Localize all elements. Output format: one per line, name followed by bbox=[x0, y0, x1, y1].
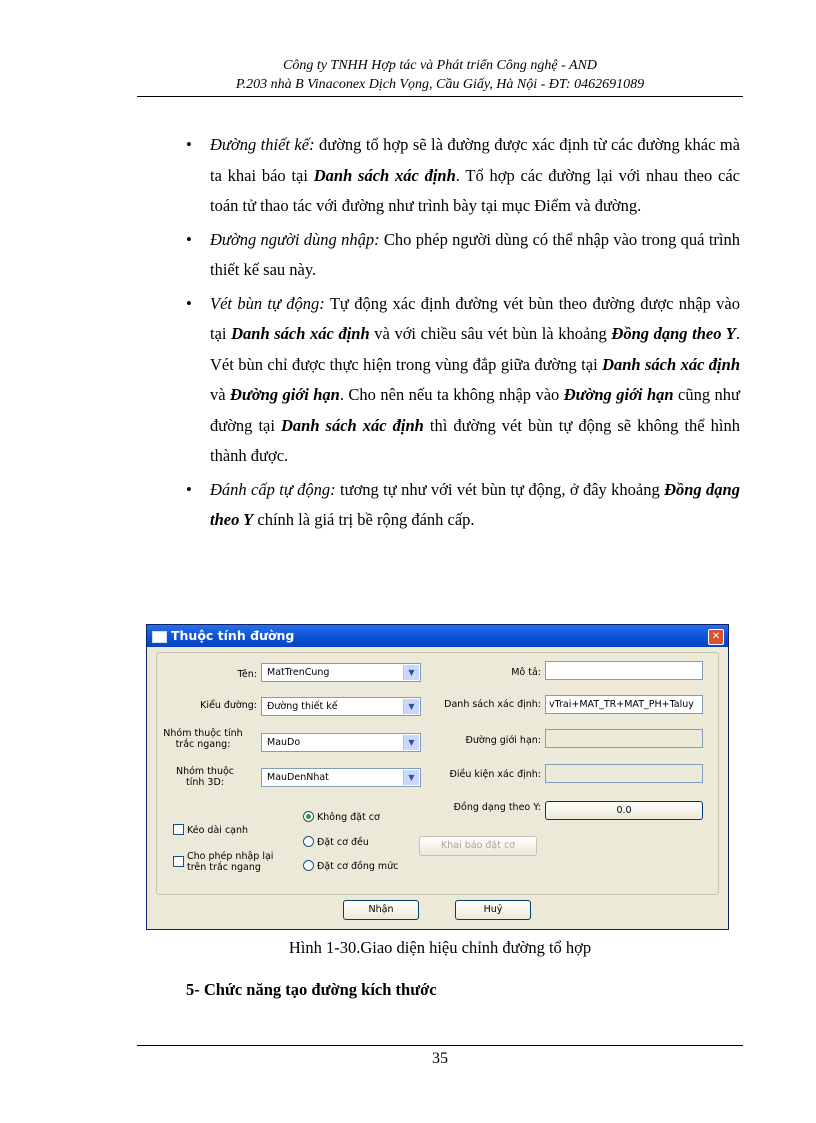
header-address: P.203 nhà B Vinaconex Dịch Vọng, Cầu Giấy, Hà Nội - ĐT: 0462691089 bbox=[235, 77, 645, 92]
section-heading: 5- Chức năng tạo đường kích thước bbox=[186, 980, 437, 999]
label-dong-dang: Đồng dạng theo Y: bbox=[453, 802, 541, 813]
no-berm-label: Không đặt cơ bbox=[317, 812, 380, 823]
bullet-dot: • bbox=[186, 229, 192, 249]
bullet-dot: • bbox=[186, 135, 192, 154]
contour-berm-label: Đặt cơ đồng mức bbox=[317, 861, 399, 872]
body-text: đường tổ hợp sẽ là đường được xác định từ các đường khác mà ta khai báo tại bbox=[210, 135, 740, 185]
header-rule bbox=[137, 96, 743, 97]
chevron-down-icon[interactable]: ▼ bbox=[403, 665, 419, 680]
allow-reenter-checkbox[interactable] bbox=[173, 856, 184, 867]
emphasis-text: Đồng dạng theo Y bbox=[210, 479, 740, 529]
description-input[interactable] bbox=[545, 661, 703, 680]
emphasis-text: Đường giới hạn bbox=[230, 385, 340, 404]
line-type-combo-value: Đường thiết kế bbox=[267, 701, 338, 712]
even-berm-radio[interactable] bbox=[303, 836, 314, 847]
bullet-dot: • bbox=[186, 479, 192, 499]
group-3d-combo[interactable] bbox=[261, 768, 421, 787]
body-text: thì đường vét bùn tự động sẽ không thể hình thành được. bbox=[210, 415, 740, 465]
label-mo-ta: Mô tả: bbox=[511, 667, 541, 678]
extend-edge-checkbox[interactable] bbox=[173, 824, 184, 835]
dialog-title: Thuộc tính đường bbox=[171, 628, 295, 643]
body-text: cũng như đường tại bbox=[210, 385, 740, 435]
chevron-down-icon[interactable]: ▼ bbox=[403, 770, 419, 785]
body-text: . Tổ hợp các đường lại với nhau theo các toán tử thao tác với đường như trình bày tại mục Điểm và đường. bbox=[210, 165, 740, 215]
bullet-term: Đường thiết kế: bbox=[210, 135, 315, 154]
body-text: Tự động xác định đường vét bùn theo đường được nhập vào tại bbox=[210, 293, 740, 343]
bullet-item bbox=[186, 289, 740, 472]
emphasis-text: Đường giới hạn bbox=[563, 385, 674, 404]
emphasis-text: Danh sách xác định bbox=[602, 354, 740, 374]
label-danh-sach: Danh sách xác định: bbox=[444, 699, 541, 710]
footer-rule bbox=[137, 1045, 743, 1046]
bullet-item bbox=[186, 475, 740, 536]
window-icon bbox=[152, 631, 167, 643]
body-text: chính là giá trị bề rộng đánh cấp. bbox=[253, 510, 475, 529]
bullet-term: Đánh cấp tự động: bbox=[210, 479, 336, 499]
figure-caption: Hình 1-30.Giao diện hiệu chỉnh đường tổ hợp bbox=[288, 938, 592, 957]
emphasis-text: Danh sách xác định bbox=[231, 324, 370, 343]
label-nhom-trac-ngang: Nhóm thuộc tính trắc ngang: bbox=[163, 728, 243, 750]
cross-section-group-value: MauDo bbox=[267, 737, 301, 748]
bullet-term: Đường người dùng nhập: bbox=[210, 229, 380, 249]
cross-section-group-combo[interactable] bbox=[261, 733, 421, 752]
properties-dialog bbox=[146, 624, 729, 930]
header-company: Công ty TNHH Hợp tác và Phát triển Công nghệ - AND bbox=[282, 58, 598, 73]
body-text: . Cho nên nếu ta không nhập vào bbox=[339, 385, 564, 404]
even-berm-label: Đặt cơ đều bbox=[317, 837, 369, 848]
chevron-down-icon[interactable]: ▼ bbox=[403, 699, 419, 714]
ok-button[interactable]: Nhận bbox=[343, 900, 419, 920]
name-combo-value: MatTrenCung bbox=[267, 667, 330, 678]
limit-line-input[interactable] bbox=[545, 729, 703, 748]
body-text: . Vét bùn chỉ được thực hiện trong vùng đắp giữa đường tại bbox=[210, 324, 740, 374]
close-icon[interactable]: ✕ bbox=[708, 629, 724, 645]
label-kieu-duong: Kiểu đường: bbox=[200, 700, 257, 711]
cancel-button[interactable]: Huỷ bbox=[455, 900, 531, 920]
contour-berm-radio[interactable] bbox=[303, 860, 314, 871]
label-ten: Tên: bbox=[237, 669, 257, 680]
declare-berm-button[interactable]: Khai báo đặt cơ bbox=[419, 836, 537, 856]
condition-input[interactable] bbox=[545, 764, 703, 783]
bullet-dot: • bbox=[186, 293, 192, 313]
no-berm-radio[interactable] bbox=[303, 811, 314, 822]
body-text: tương tự như với vét bùn tự động, ở đây khoảng bbox=[335, 479, 665, 499]
bullet-term: Vét bùn tự động: bbox=[210, 293, 325, 313]
group-3d-value: MauDenNhat bbox=[267, 772, 329, 783]
label-dieu-kien: Điều kiện xác định: bbox=[449, 769, 541, 780]
chevron-down-icon[interactable]: ▼ bbox=[403, 735, 419, 750]
dialog-titlebar bbox=[147, 625, 728, 647]
line-type-combo[interactable] bbox=[261, 697, 421, 716]
body-text: và bbox=[210, 385, 231, 404]
emphasis-text: Danh sách xác định bbox=[313, 165, 456, 185]
body-text: và với chiều sâu vét bùn là khoảng bbox=[369, 324, 612, 343]
name-combo[interactable] bbox=[261, 663, 421, 682]
body-text: Cho phép người dùng có thể nhập vào trong quá trình thiết kế sau này. bbox=[210, 229, 740, 279]
emphasis-text: Đồng dạng theo Y bbox=[611, 324, 736, 343]
extend-edge-label: Kéo dài cạnh bbox=[187, 825, 249, 836]
page-number: 35 bbox=[432, 1050, 448, 1067]
bullet-item bbox=[186, 130, 740, 222]
allow-reenter-label: Cho phép nhập lại trên trắc ngang bbox=[187, 851, 274, 873]
similarity-y-input[interactable]: 0.0 bbox=[545, 801, 703, 820]
bullet-item bbox=[186, 225, 740, 286]
page-header bbox=[137, 56, 743, 94]
label-nhom-3d: Nhóm thuộc tính 3D: bbox=[175, 766, 235, 788]
definition-list-input[interactable]: vTrai+MAT_TR+MAT_PH+Taluy bbox=[545, 695, 703, 714]
bullet-list bbox=[186, 130, 740, 539]
emphasis-text: Danh sách xác định bbox=[281, 415, 424, 435]
label-duong-gioi-han: Đường giới hạn: bbox=[465, 735, 541, 746]
